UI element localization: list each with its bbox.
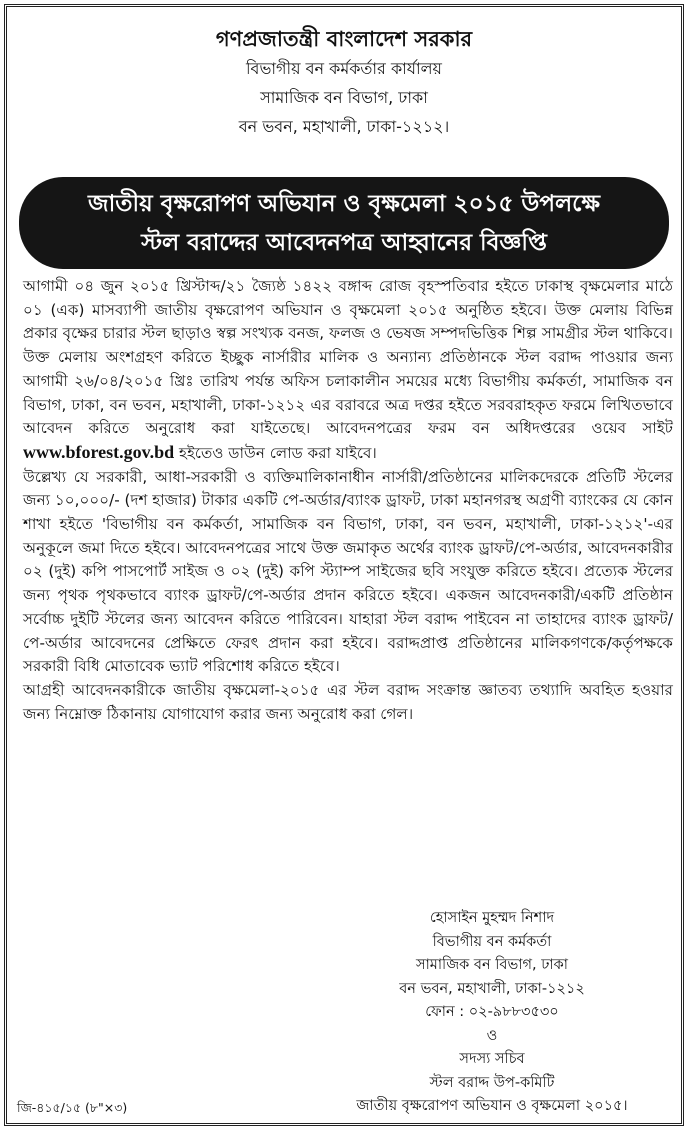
print-code: জি-৪১৫/১৫ (৮"×৩) bbox=[17, 1100, 128, 1115]
signatory-conjunction: ও bbox=[486, 1027, 498, 1044]
website-link[interactable]: www.bforest.gov.bd bbox=[23, 441, 175, 462]
office-address: বন ভবন, মহাখালী, ঢাকা-১২১২। bbox=[238, 117, 450, 136]
notice-body bbox=[23, 275, 673, 726]
signatory-role: সদস্য সচিব bbox=[459, 1051, 525, 1067]
paragraph-3: আগ্রহী আবেদনকারীকে জাতীয় বৃক্ষমেলা-২০১৫ এর স্টল বরাদ্দ সংক্রান্ত জ্ঞাতব্য তথ্যাদি অবহিত হওয়ার জন্য নিম্নোক্ত ঠিকানায় যোগাযোগ করার জন্য অনুরোধ করা গেল। bbox=[23, 680, 673, 723]
signatory-phone: ফোন : ০২-৯৮৮৩৫৩০ bbox=[425, 1004, 559, 1020]
paragraph-2: উল্লেখ্য যে সরকারী, আধা-সরকারী ও ব্যক্তিমালিকানাধীন নার্সারী/প্রতিষ্ঠানের মালিকদেরকে প্রতিটি স্টলের জন্য ১০,০০০/- (দশ হাজার) টাকার একটি পে-অর্ডার/ব্যাংক ড্রাফট, ঢাকা মহানগরস্থ অগ্রণী ব্যাংকের যে কোন শাখা হইতে 'বিভাগীয় বন কর্মকর্তা, সামাজিক বন বিভাগ, ঢাকা, বন ভবন, মহাখালী, ঢাকা-১২১২'-এর অনুকূলে জমা দিতে হইবে। আবেদনপত্রের সাথে উক্ত জমাকৃত অর্থের ব্যাংক ড্রাফট/পে-অর্ডার, আবেদনকারীর ০২ (দুই) কপি পাসপোর্ট সাইজ ও ০২ (দুই) কপি স্ট্যাম্প সাইজের ছবি সংযুক্ত করিতে হইবে। প্রত্যেক স্টলের জন্য পৃথক পৃথকভাবে ব্যাংক ড্রাফট/পে-অর্ডার প্রদান করিতে হইবে। একজন আবেদনকারী/একটি প্রতিষ্ঠান সর্বোচ্চ দুইটি স্টলের জন্য আবেদন করিতে পারিবেন। যাহারা স্টল বরাদ্দ পাইবেন না তাহাদের ব্যাংক ড্রাফট/পে-অর্ডার আবেদনের প্রেক্ষিতে ফেরৎ প্রদান করা হইবে। বরাদ্দপ্রাপ্ত প্রতিষ্ঠানের মালিকগণকে/কর্তৃপক্ষকে সরকারী বিধি মোতাবেক ভ্যাট পরিশোধ করিতে হইবে। bbox=[23, 467, 673, 676]
division-name: সামাজিক বন বিভাগ, ঢাকা bbox=[260, 88, 428, 107]
banner-line-2: স্টল বরাদ্দের আবেদনপত্র আহ্বানের বিজ্ঞপ্তি bbox=[141, 230, 547, 256]
paragraph-1 bbox=[23, 275, 673, 466]
signatory-campaign: জাতীয় বৃক্ষরোপণ অভিযান ও বৃক্ষমেলা ২০১৫। bbox=[356, 1098, 628, 1114]
notice-header bbox=[7, 25, 681, 141]
banner-line-1: জাতীয় বৃক্ষরোপণ অভিযান ও বৃক্ষমেলা ২০১৫ উপলক্ষে bbox=[88, 191, 600, 217]
notice-title-banner bbox=[19, 177, 669, 269]
signature-block bbox=[307, 907, 677, 1119]
notice-page bbox=[4, 4, 684, 1126]
signatory-name: হোসাইন মুহম্মদ নিশাদ bbox=[429, 910, 555, 926]
government-title: গণপ্রজাতন্ত্রী বাংলাদেশ সরকার bbox=[215, 27, 473, 51]
signatory-address: বন ভবন, মহাখালী, ঢাকা-১২১২ bbox=[399, 980, 585, 997]
signatory-division: সামাজিক বন বিভাগ, ঢাকা bbox=[416, 957, 568, 973]
signatory-designation: বিভাগীয় বন কর্মকর্তা bbox=[432, 933, 552, 950]
paragraph-1-text: আগামী ০৪ জুন ২০১৫ খ্রিস্টাব্দ/২১ জ্যৈষ্ঠ ১৪২২ বঙ্গাব্দ রোজ বৃহস্পতিবার হইতে ঢাকাস্থ বৃক্ষমেলার মাঠে ০১ (এক) মাসব্যাপী জাতীয় বৃক্ষরোপণ অভিযান ও বৃক্ষমেলা ২০১৫ অনুষ্ঠিত হইবে। উক্ত মেলায় বিভিন্ন প্রকার বৃক্ষের চারার স্টল ছাড়াও স্বল্প সংখ্যক বনজ, ফলজ ও ভেষজ সম্পদভিত্তিক শিল্প সামগ্রীর স্টল থাকিবে। উক্ত মেলায় অংশগ্রহণ করিতে ইচ্ছুক নার্সারীর মালিক ও অন্যান্য প্রতিষ্ঠানকে স্টল বরাদ্দ পাওয়ার জন্য আগামী ২৬/০৪/২০১৫ খ্রিঃ তারিখ পর্যন্ত অফিস চলাকালীন সময়ের মধ্যে বিভাগীয় কর্মকর্তা, সামাজিক বন বিভাগ, ঢাকা, বন ভবন, মহাখালী, ঢাকা-১২১২ এর বরাবরে অত্র দপ্তর হইতে সরবরাহকৃত ফরমে লিখিতভাবে আবেদন করিতে অনুরোধ করা যাইতেছে। আবেদনপত্রের ফরম বন অধিদপ্তরের ওয়েব সাইট bbox=[23, 277, 673, 438]
office-name: বিভাগীয় বন কর্মকর্তার কার্যালয় bbox=[245, 59, 442, 78]
signatory-committee: স্টল বরাদ্দ উপ-কমিটি bbox=[429, 1074, 555, 1091]
paragraph-1-tail: হইতেও ডাউন লোড করা যাইবে। bbox=[179, 443, 377, 462]
